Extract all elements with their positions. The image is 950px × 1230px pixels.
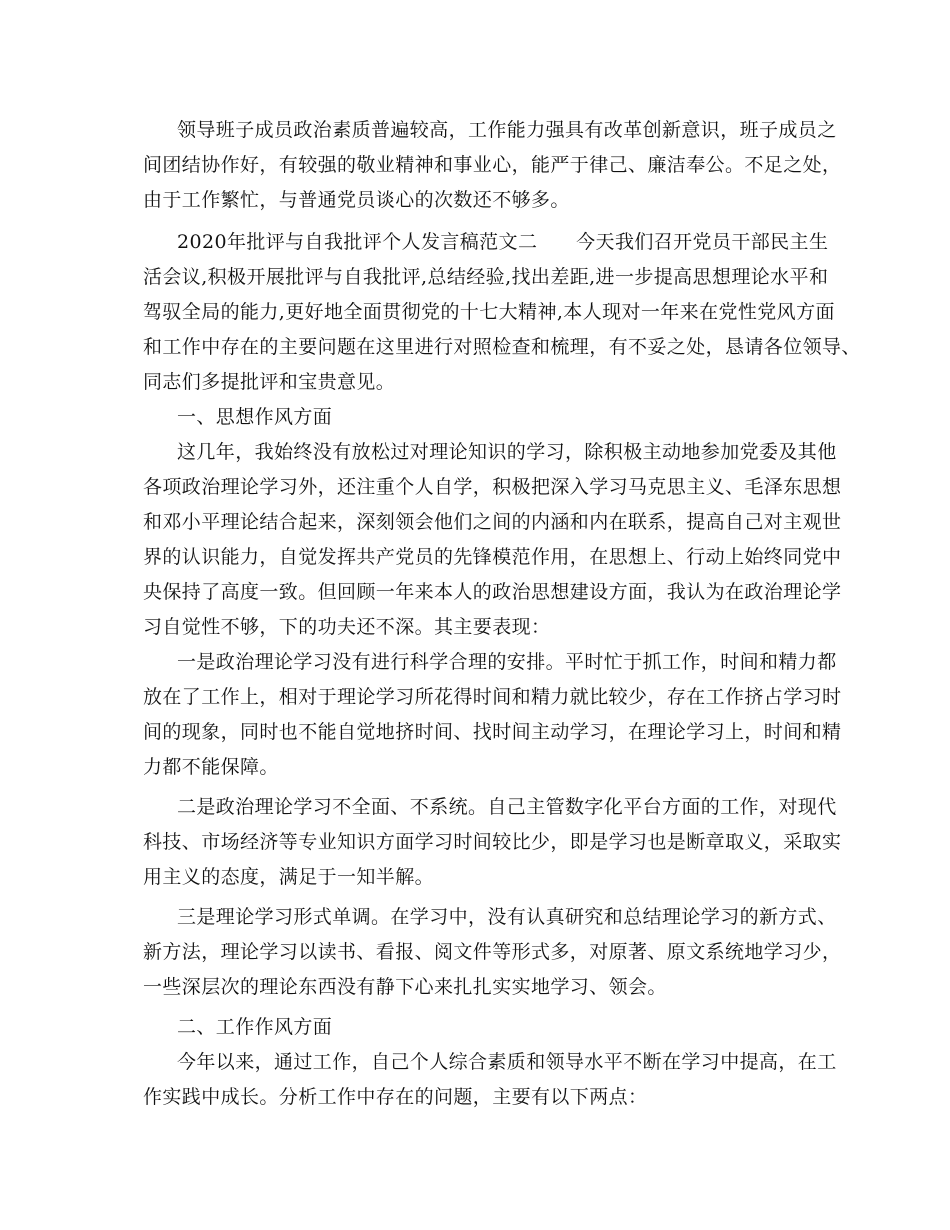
paragraph-line: 由于工作繁忙，与普通党员谈心的次数还不够多。 xyxy=(143,189,570,211)
paragraph-line: 间团结协作好，有较强的敬业精神和事业心，能严于律己、廉洁奉公。不足之处， xyxy=(143,154,842,176)
paragraph-line: 二是政治理论学习不全面、不系统。自己主管数字化平台方面的工作，对现代 xyxy=(177,796,837,818)
paragraph-line: 这几年，我始终没有放松过对理论知识的学习，除积极主动地参加党委及其他 xyxy=(177,441,837,463)
paragraph-line: 同志们多提批评和宝贵意见。 xyxy=(143,371,396,393)
paragraph-line: 驾驭全局的能力,更好地全面贯彻党的十七大精神,本人现对一年来在党性党风方面 xyxy=(143,301,835,323)
paragraph-line: 和工作中存在的主要问题在这里进行对照检查和梳理，有不妥之处，恳请各位领导、 xyxy=(143,336,861,358)
paragraph-line: 间的现象，同时也不能自觉地挤时间、找时间主动学习，在理论学习上，时间和精 xyxy=(143,721,842,743)
paragraph-line: 作实践中成长。分析工作中存在的问题，主要有以下两点： xyxy=(143,1086,648,1108)
paragraph-line: 三是理论学习形式单调。在学习中，没有认真研究和总结理论学习的新方式、 xyxy=(177,906,837,928)
paragraph-line: 科技、市场经济等专业知识方面学习时间较比少，即是学习也是断章取义，采取实 xyxy=(143,831,842,853)
section-heading: 二、工作作风方面 xyxy=(177,1016,333,1038)
paragraph-line: 今年以来，通过工作，自己个人综合素质和领导水平不断在学习中提高，在工 xyxy=(177,1051,837,1073)
paragraph-line: 2020年批评与自我批评个人发言稿范文二 今天我们召开党员干部民主生 xyxy=(177,231,829,253)
paragraph-line: 领导班子成员政治素质普遍较高，工作能力强具有改革创新意识，班子成员之 xyxy=(177,119,837,141)
paragraph-line: 习自觉性不够，下的功夫还不深。其主要表现： xyxy=(143,616,551,638)
paragraph-line: 力都不能保障。 xyxy=(143,756,279,778)
paragraph-line: 和邓小平理论结合起来，深刻领会他们之间的内涵和内在联系，提高自己对主观世 xyxy=(143,511,842,533)
paragraph-line: 新方法，理论学习以读书、看报、阅文件等形式多，对原著、原文系统地学习少， xyxy=(143,941,842,963)
paragraph-line: 一些深层次的理论东西没有静下心来扎扎实实地学习、领会。 xyxy=(143,976,667,998)
paragraph-line: 一是政治理论学习没有进行科学合理的安排。平时忙于抓工作，时间和精力都 xyxy=(177,651,837,673)
paragraph-line: 用主义的态度，满足于一知半解。 xyxy=(143,866,435,888)
paragraph-line: 央保持了高度一致。但回顾一年来本人的政治思想建设方面，我认为在政治理论学 xyxy=(143,581,842,603)
paragraph-line: 活会议,积极开展批评与自我批评,总结经验,找出差距,进一步提高思想理论水平和 xyxy=(143,266,829,288)
paragraph-line: 各项政治理论学习外，还注重个人自学，积极把深入学习马克思主义、毛泽东思想 xyxy=(143,476,842,498)
paragraph-line: 放在了工作上，相对于理论学习所花得时间和精力就比较少，存在工作挤占学习时 xyxy=(143,686,842,708)
section-heading: 一、思想作风方面 xyxy=(177,406,333,428)
paragraph-line: 界的认识能力，自觉发挥共产党员的先锋模范作用，在思想上、行动上始终同党中 xyxy=(143,546,842,568)
